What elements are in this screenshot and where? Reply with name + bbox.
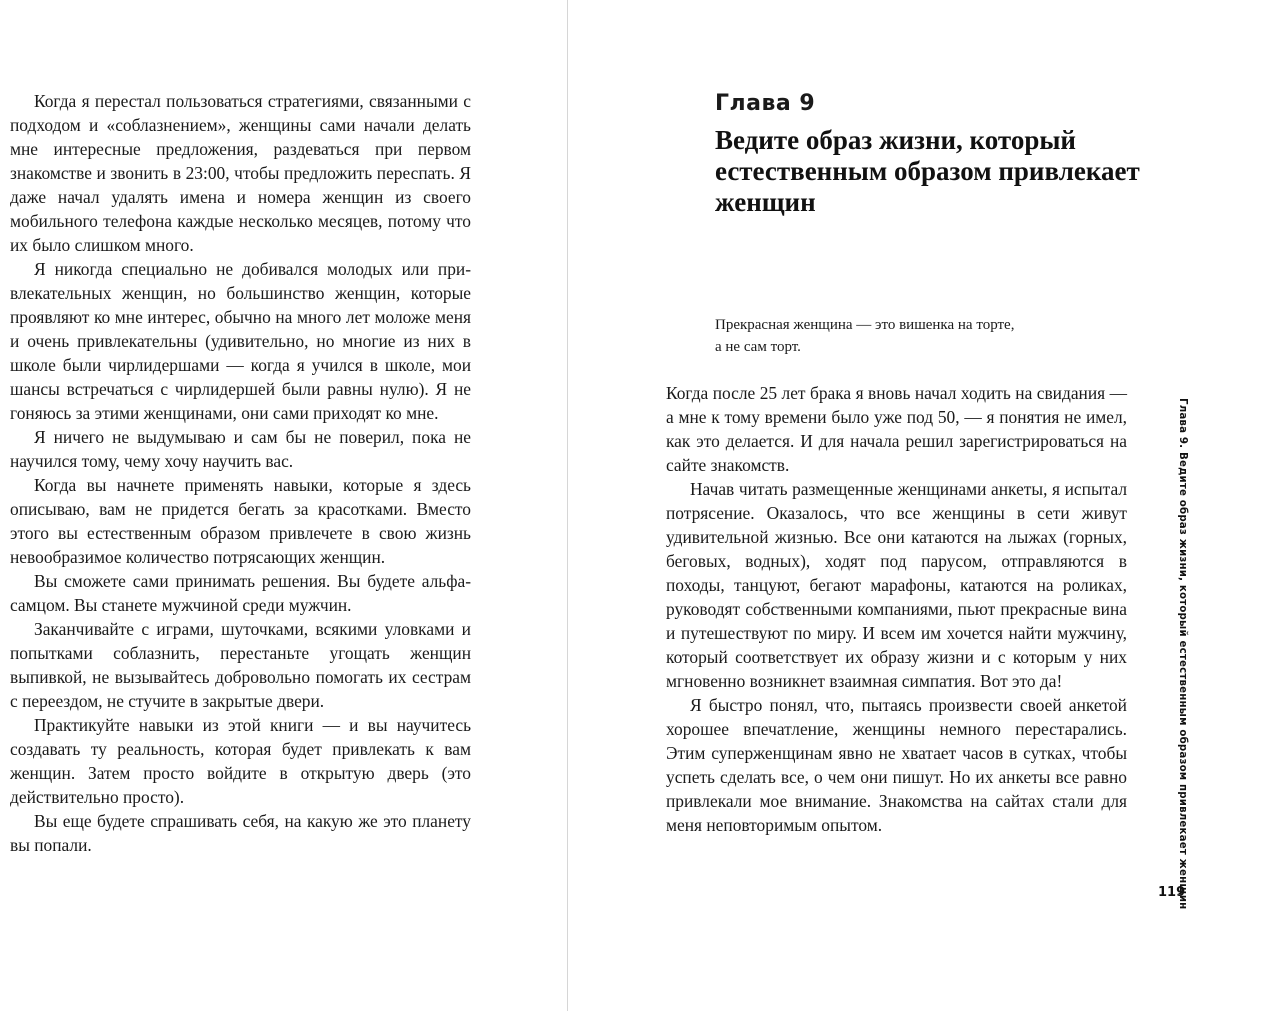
epigraph (715, 314, 1115, 358)
left-paragraph-6: Заканчивайте с играми, шуточками, всякими уловками и попытками соблазнить, перестаньте угощать женщин выпивкой, не вызывайтесь добровольно помогать их сестрам с переездом, не стучите в закрытые двери. (10, 619, 471, 711)
left-paragraph-3: Я ничего не выдумываю и сам бы не поверил, пока не научился тому, чему хочу научить вас. (10, 427, 471, 471)
page-gutter (567, 0, 568, 1011)
left-paragraph-1: Когда я перестал пользоваться стратегиями, связанными с подходом и «соблазнением», женщины сами начали делать мне интересные предложения, раздеваться при первом знакомстве и звонить в 23:00, чтобы предложить переспать. Я даже начал удалять имена и номера женщин из своего мобильного телефона каждые несколько месяцев, потому что их было слишком много. (10, 91, 471, 255)
right-paragraph-1: Когда после 25 лет брака я вновь начал ходить на свидания — а мне к тому времени было уже под 50, — я понятия не имел, как это делается. И для начала решил зарегистрироваться на сайте знакомств. (666, 383, 1127, 475)
right-page-body (666, 381, 1127, 837)
epigraph-line-1: Прекрасная женщина — это вишенка на торте, (715, 317, 1015, 333)
left-paragraph-4: Когда вы начнете применять навыки, которые я здесь описываю, вам не придется бегать за красотками. Вместо этого вы естественным образом привлечете в свою жизнь невообразимое количество потрясающих женщин. (10, 475, 471, 567)
left-paragraph-8: Вы еще будете спрашивать себя, на какую же это планету вы попали. (10, 811, 471, 855)
right-paragraph-3: Я быстро понял, что, пытаясь произвести своей анкетой хорошее впечатление, женщины немного перестарались. Этим суперженщинам явно не хватает часов в сутках, чтобы успеть сделать все, о чем они пишут. Но их анкеты все равно привлекали мое внимание. Знакомства на сайтах стали для меня неповторимым опытом. (666, 695, 1127, 835)
left-paragraph-2: Я никогда специально не добивался молодых или привлекательных женщин, но большинство женщин, которые проявляют ко мне интерес, обычно на много лет моложе меня и очень привлекательны (удивительно, но многие из них в школе были чирлидершами — когда я учился в школе, мои шансы встречаться с чирлидершей были равны нулю). Я не гоняюсь за этими женщинами, они сами приходят ко мне. (10, 259, 471, 423)
chapter-label: Глава 9 (715, 91, 816, 116)
chapter-title: Ведите образ жизни, который естественным образом привлекает женщин (715, 125, 1140, 217)
page-number: 119 (1158, 885, 1186, 900)
left-paragraph-5: Вы сможете сами принимать решения. Вы будете альфа-самцом. Вы станете мужчиной среди мужчин. (10, 571, 471, 615)
left-paragraph-7: Практикуйте навыки из этой книги — и вы научитесь создавать ту реальность, которая будет привлекать к вам женщин. Затем просто войдите в открытую дверь (это действительно просто). (10, 715, 471, 807)
running-head: Глава 9. Ведите образ жизни, который естественным образом привлекает женщин (1177, 398, 1188, 910)
left-page-body (10, 89, 471, 857)
epigraph-line-2: а не сам торт. (715, 339, 801, 355)
right-paragraph-2: Начав читать размещенные женщинами анкеты, я испытал потрясение. Оказалось, что все женщины в сети живут удивительной жизнью. Все они катаются на лыжах (горных, беговых, водных), ходят под парусом, отправляются в походы, танцуют, бегают марафоны, катаются на роликах, руководят собственными компаниями, пьют прекрасные вина и путешествуют по миру. И всем им хочется найти мужчину, который соответствует их образу жизни и с которым у них мгновенно возникнет взаимная симпатия. Вот это да! (666, 479, 1127, 691)
